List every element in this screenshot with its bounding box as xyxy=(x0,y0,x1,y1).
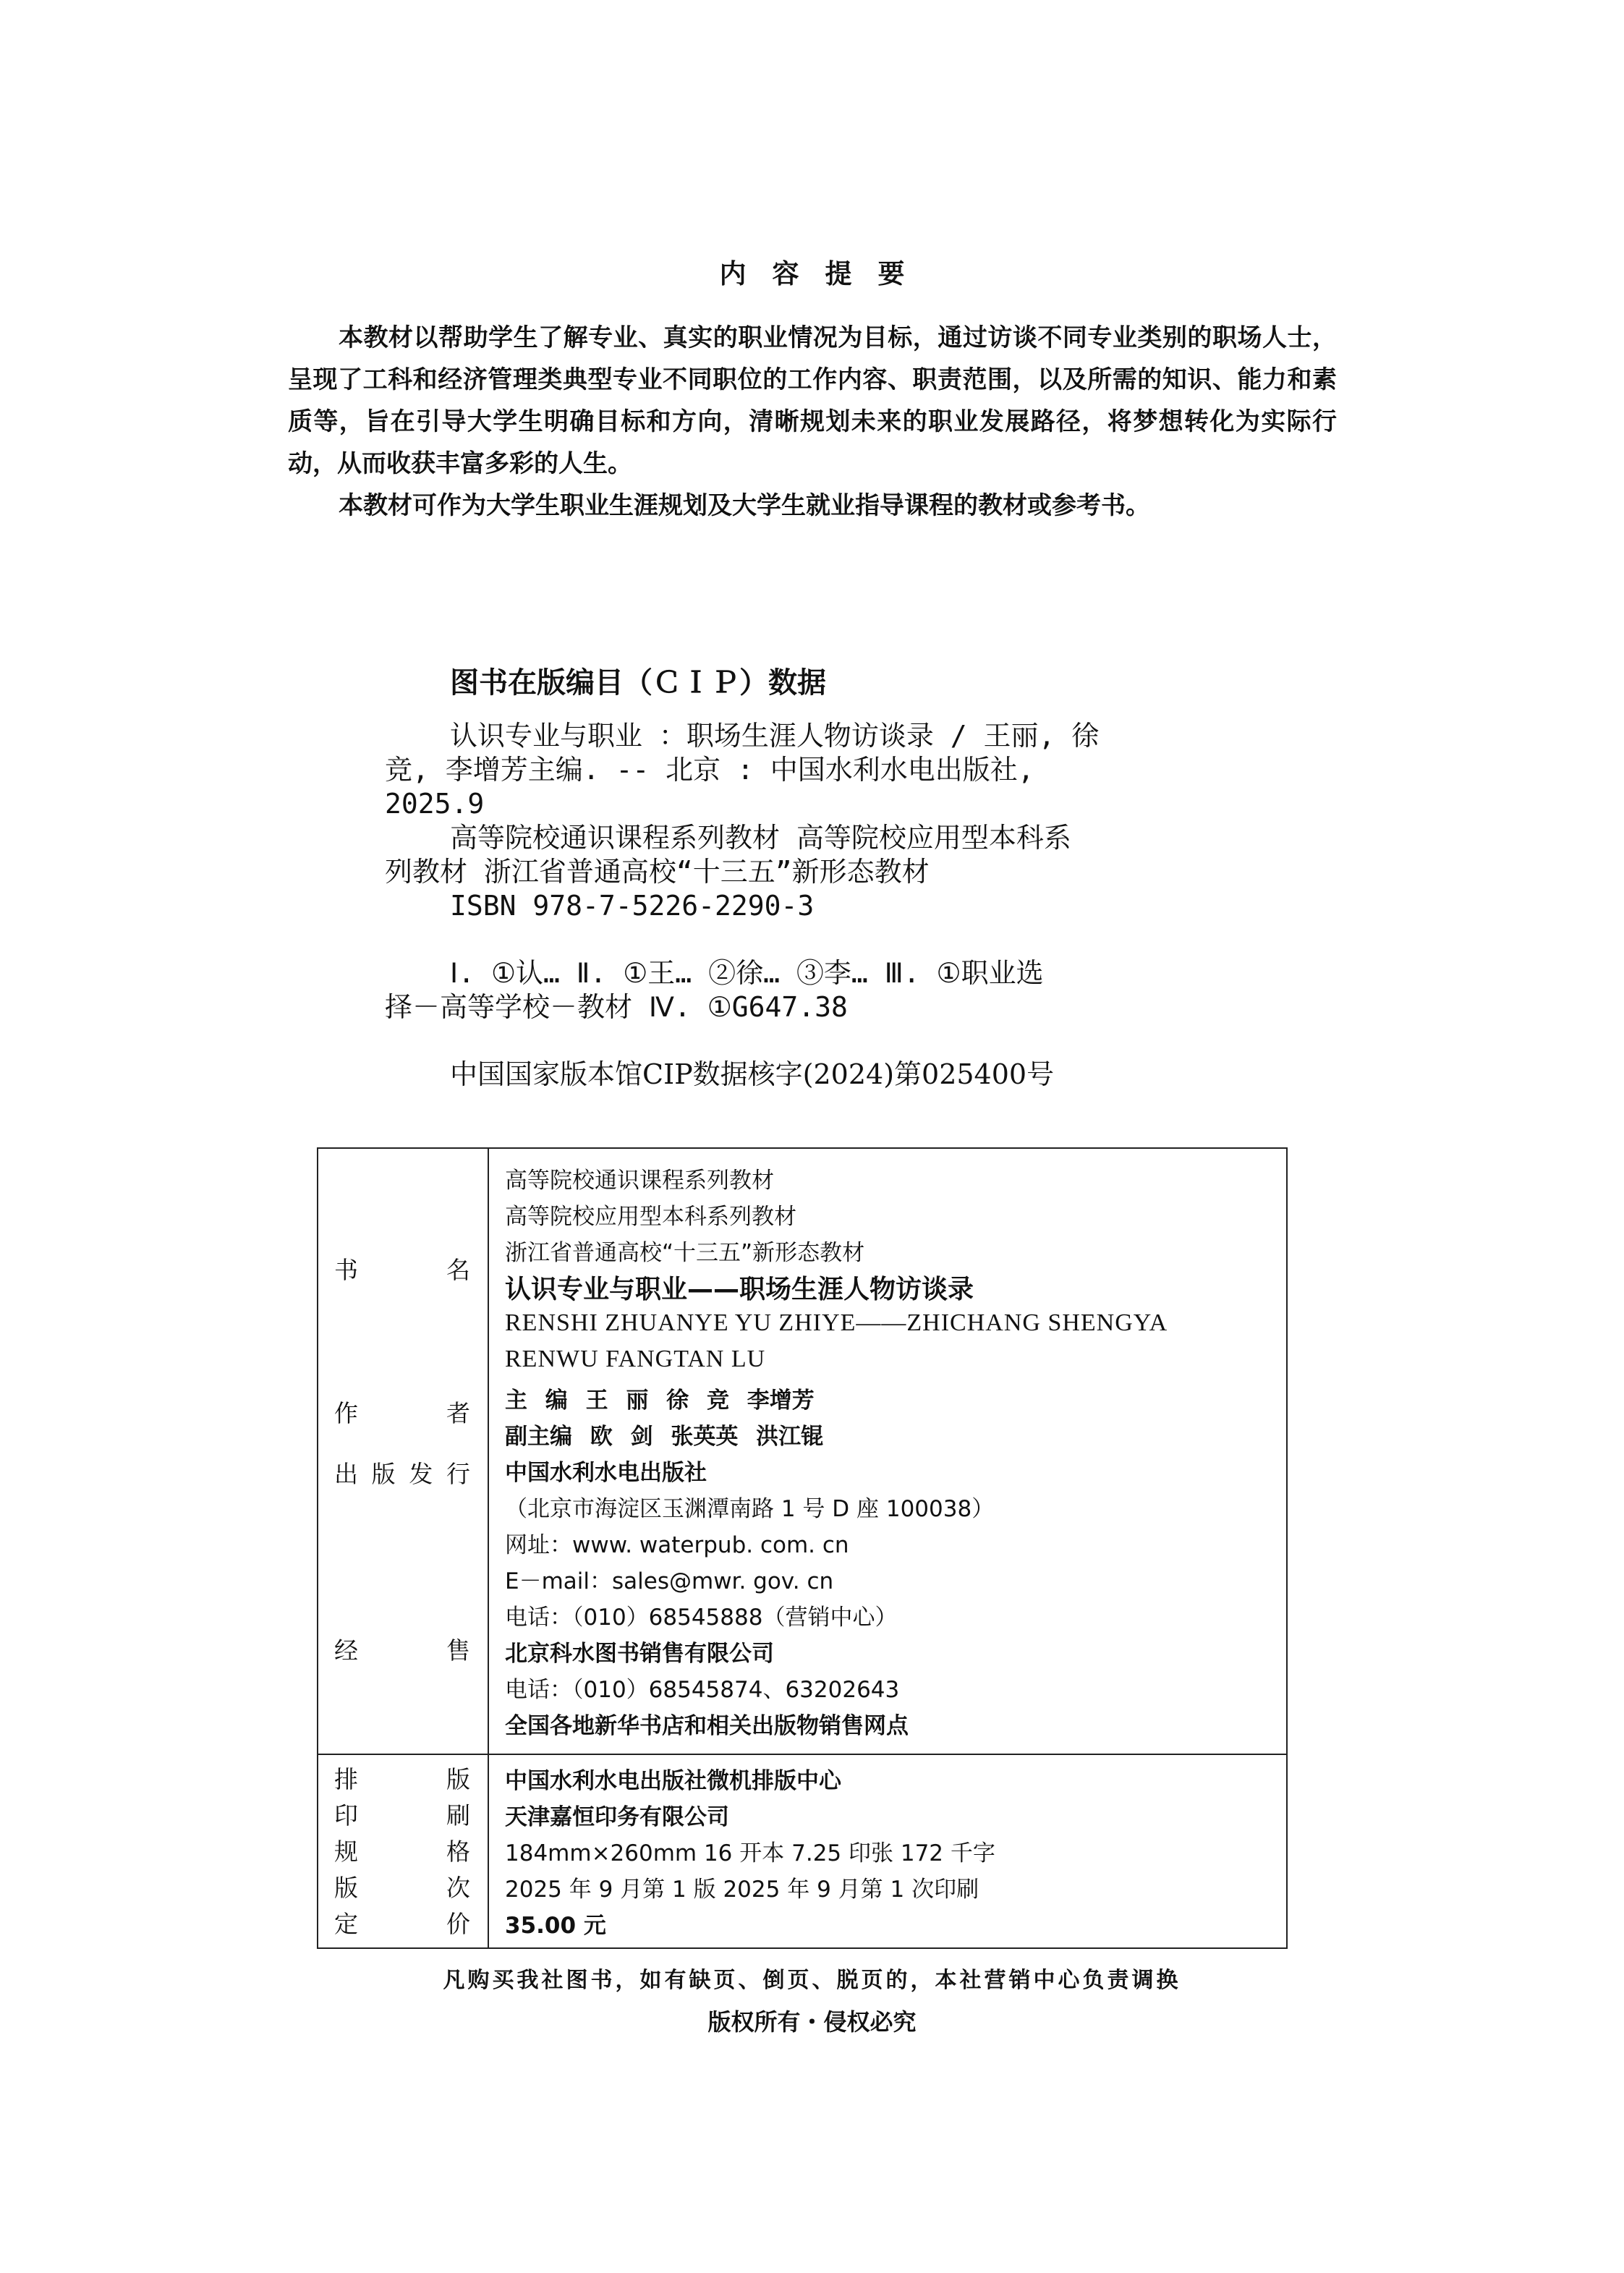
book-info-table xyxy=(317,1147,1288,1949)
seller-network: 全国各地新华书店和相关出版物销售网点 xyxy=(505,1713,909,1739)
label-char: 发 xyxy=(409,1460,433,1488)
abstract-paragraph-2: 本教材可作为大学生职业生涯规划及大学生就业指导课程的教材或参考书。 xyxy=(339,491,1150,520)
label-print xyxy=(334,1797,470,1831)
seller-phone: 电话：（010）68545874、63202643 xyxy=(505,1677,900,1703)
defect-notice: 凡购买我社图书，如有缺页、倒页、脱页的，本社营销中心负责调换 xyxy=(443,1968,1181,1993)
edition-value: 2025 年 9 月第 1 版 2025 年 9 月第 1 次印刷 xyxy=(505,1877,979,1903)
abstract-paragraph-1: 本教材以帮助学生了解专业、真实的职业情况为目标，通过访谈不同专业类别的职场人士，呈现了工科和经济管理类典型专业不同职位的工作内容、职责范围，以及所需的知识、能力和素质等，旨在引导大学生明确目标和方向，清晰规划未来的职业发展路径，将梦想转化为实际行动，从而收获丰富多彩的人生。 xyxy=(288,323,1337,478)
label-char: 经 xyxy=(334,1636,358,1665)
label-char: 作 xyxy=(334,1399,358,1427)
table-divider xyxy=(488,1149,489,1947)
publisher-phone: 电话：（010）68545888（营销中心） xyxy=(505,1605,898,1631)
publisher-name: 中国水利水电出版社 xyxy=(505,1460,707,1486)
publisher-email: E－mail：sales@mwr. gov. cn xyxy=(505,1568,834,1594)
label-publisher xyxy=(334,1456,470,1490)
label-char: 售 xyxy=(446,1636,470,1665)
label-char: 书 xyxy=(334,1256,358,1284)
label-char: 印 xyxy=(334,1801,358,1830)
table-divider xyxy=(318,1754,1286,1755)
label-char: 排 xyxy=(334,1765,358,1793)
label-char: 出 xyxy=(334,1460,358,1488)
label-price xyxy=(334,1906,470,1940)
label-char: 版 xyxy=(371,1460,396,1488)
spec-value: 184mm×260mm 16 开本 7.25 印张 172 千字 xyxy=(505,1840,995,1866)
publisher-address: （北京市海淀区玉渊潭南路 1 号 D 座 100038） xyxy=(505,1496,995,1522)
label-char: 价 xyxy=(446,1910,470,1938)
label-char: 版 xyxy=(446,1765,470,1793)
seller-name: 北京科水图书销售有限公司 xyxy=(505,1641,774,1667)
cip-code: 中国国家版本馆CIP数据核字(2024)第025400号 xyxy=(450,1058,1055,1090)
label-char: 格 xyxy=(446,1837,470,1866)
label-char: 者 xyxy=(446,1399,470,1427)
series-name: 浙江省普通高校“十三五”新形态教材 xyxy=(505,1240,865,1266)
label-spec xyxy=(334,1833,470,1867)
print-value: 天津嘉恒印务有限公司 xyxy=(505,1804,729,1830)
cip-record xyxy=(385,719,1253,1024)
copyright-notice: 版权所有・侵权必究 xyxy=(707,2008,917,2036)
cip-line: 认识专业与职业 ：职场生涯人物访谈录 / 王丽, 徐 xyxy=(450,720,1100,752)
cip-line: 择－高等学校－教材 Ⅳ. ①G647.38 xyxy=(385,991,848,1023)
cip-isbn: ISBN 978-7-5226-2290-3 xyxy=(450,890,815,922)
label-typeset xyxy=(334,1761,470,1795)
series-name: 高等院校通识课程系列教材 xyxy=(505,1168,774,1194)
cip-line: 列教材 浙江省普通高校“十三五”新形态教材 xyxy=(385,856,930,888)
cip-line: Ⅰ. ①认… Ⅱ. ①王… ②徐… ③李… Ⅲ. ①职业选 xyxy=(450,957,1044,989)
label-char: 行 xyxy=(446,1460,470,1488)
cip-line: 高等院校通识课程系列教材 高等院校应用型本科系 xyxy=(450,822,1071,854)
series-name: 高等院校应用型本科系列教材 xyxy=(505,1204,796,1230)
cip-line: 2025.9 xyxy=(385,788,485,820)
cip-line: 竞, 李增芳主编. -- 北京 : 中国水利水电出版社, xyxy=(385,754,1034,786)
abstract-title: 内容提要 xyxy=(719,258,931,289)
label-char: 名 xyxy=(446,1256,470,1284)
label-seller xyxy=(334,1632,470,1666)
price-value: 35.00 元 xyxy=(505,1913,606,1939)
cip-title: 图书在版编目（ＣＩＰ）数据 xyxy=(450,666,826,700)
book-title-pinyin: RENSHI ZHUANYE YU ZHIYE——ZHICHANG SHENGYA xyxy=(505,1309,1168,1336)
label-author xyxy=(334,1395,470,1429)
typeset-value: 中国水利水电出版社微机排版中心 xyxy=(505,1768,841,1794)
label-char: 规 xyxy=(334,1837,358,1866)
deputy-editors: 副主编 欧 剑 张英英 洪江锟 xyxy=(505,1424,824,1450)
label-char: 定 xyxy=(334,1910,358,1938)
label-char: 次 xyxy=(446,1874,470,1902)
label-char: 版 xyxy=(334,1874,358,1902)
book-title: 认识专业与职业——职场生涯人物访谈录 xyxy=(505,1275,974,1304)
label-edition xyxy=(334,1869,470,1903)
publisher-website: 网址：www. waterpub. com. cn xyxy=(505,1532,849,1558)
label-title xyxy=(334,1252,470,1286)
book-title-pinyin: RENWU FANGTAN LU xyxy=(505,1346,766,1372)
label-char: 刷 xyxy=(446,1801,470,1830)
chief-editors: 主 编 王 丽 徐 竞 李增芳 xyxy=(505,1388,815,1414)
